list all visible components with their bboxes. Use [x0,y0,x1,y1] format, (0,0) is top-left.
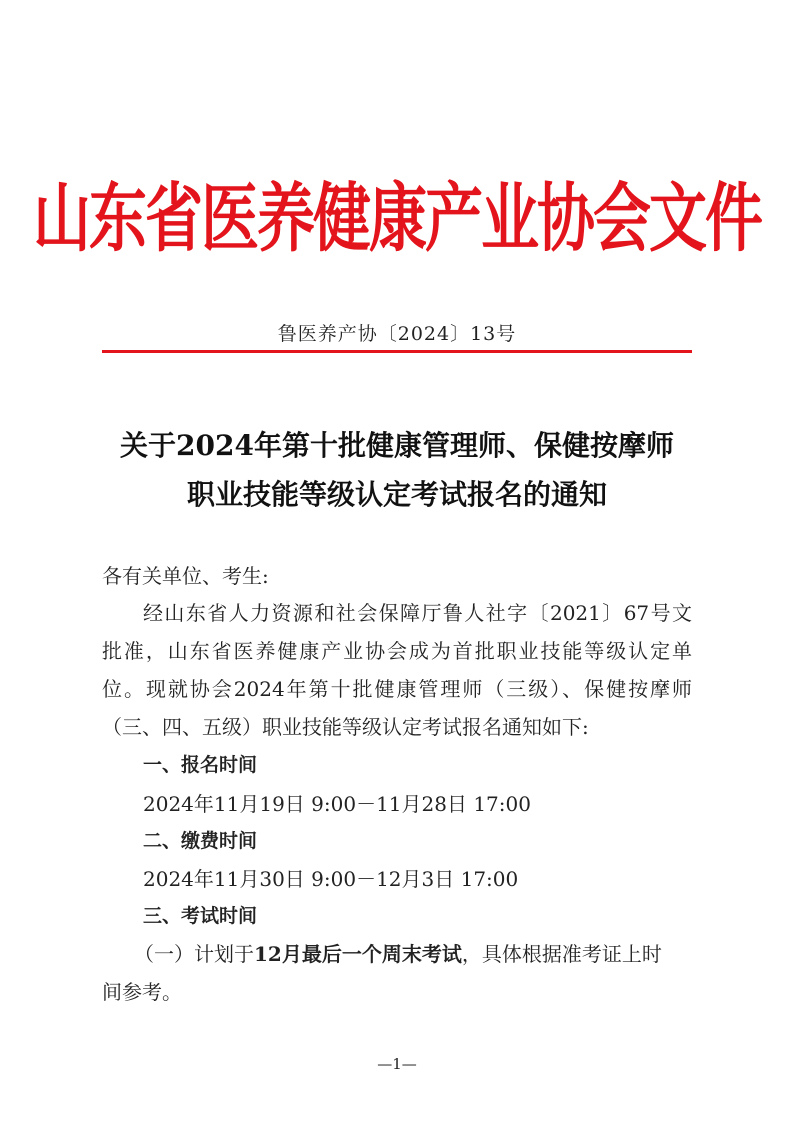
notice-title-line-1: 关于2024年第十批健康管理师、保健按摩师 [120,429,674,462]
section-2-heading: 二、缴费时间 [143,830,258,852]
section-1-heading: 一、报名时间 [143,754,258,776]
section-3-item-prefix: （一）计划于 [134,942,254,966]
masthead-title: 山东省医养健康产业协会文件 [32,174,761,262]
intro-line-2: 批准，山东省医养健康产业协会成为首批职业技能等级认定单 [102,639,692,663]
page-number: —1— [377,1055,417,1073]
intro-line-4: （三、四、五级）职业技能等级认定考试报名通知如下: [102,715,589,739]
intro-line-3: 位。现就协会2024年第十批健康管理师（三级）、保健按摩师 [102,677,692,701]
section-3-item-emphasis: 12月最后一个周末考试 [254,942,462,966]
notice-title-line-2: 职业技能等级认定考试报名的通知 [186,478,607,511]
salutation: 各有关单位、考生: [102,564,269,588]
section-2-body: 2024年11月30日 9:00－12月3日 17:00 [143,867,519,891]
section-3-item-suffix: ，具体根据准考证上时 [461,942,662,966]
red-divider [102,350,692,353]
intro-line-1: 经山东省人力资源和社会保障厅鲁人社字〔2021〕67号文 [143,601,692,625]
section-3-item-1-continued: 间参考。 [102,980,182,1004]
document-number: 鲁医养产协〔2024〕13号 [277,323,517,345]
section-3-heading: 三、考试时间 [143,905,258,927]
section-3-item-1 [134,938,692,967]
section-1-body: 2024年11月19日 9:00－11月28日 17:00 [143,792,531,816]
